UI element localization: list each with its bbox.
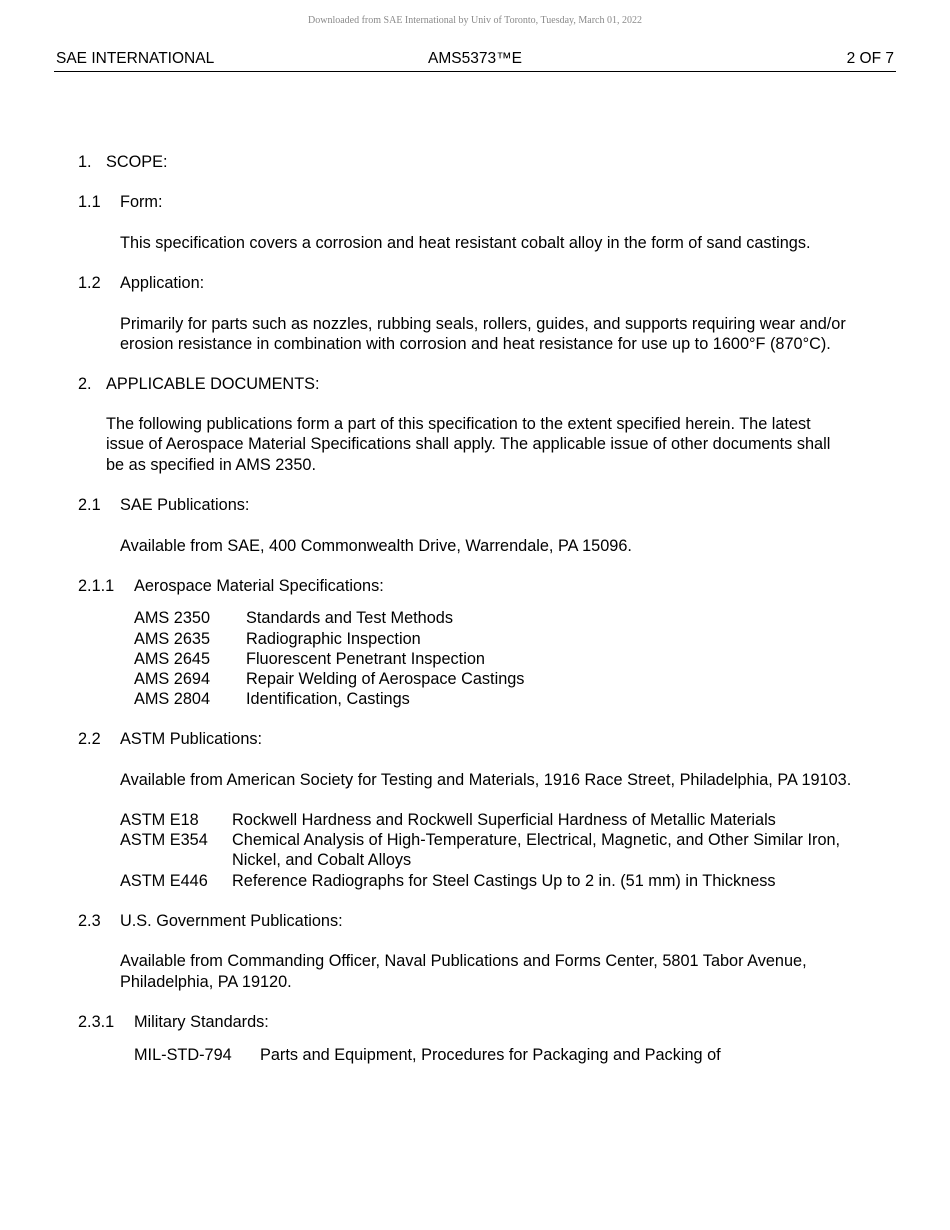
section-1-2-title: Application: [120,274,205,292]
section-2-1-1-number: 2.1.1 [78,577,115,595]
astm-spec-title-continued: Nickel, and Cobalt Alloys [232,851,412,869]
section-1-number: 1. [78,153,92,171]
section-2-text-line-2: issue of Aerospace Material Specifications shall apply. The applicable issue of other documents shall [106,435,831,453]
section-2-number: 2. [78,375,92,393]
section-2-3-1-number: 2.3.1 [78,1013,115,1031]
ams-spec-title: Standards and Test Methods [246,609,453,627]
section-2-1-1-title: Aerospace Material Specifications: [134,577,384,595]
astm-spec-code: ASTM E354 [120,831,208,849]
section-1-2-text-line-2: erosion resistance in combination with corrosion and heat resistance for use up to 1600°F (870°C). [120,335,831,353]
ams-spec-code: AMS 2694 [134,670,211,688]
ams-spec-code: AMS 2350 [134,609,211,627]
section-2-2-title: ASTM Publications: [120,730,263,748]
astm-spec-title: Rockwell Hardness and Rockwell Superficial Hardness of Metallic Materials [232,811,776,829]
section-2-1-text: Available from SAE, 400 Commonwealth Drive, Warrendale, PA 15096. [120,537,632,555]
header-page-number: 2 OF 7 [846,50,894,67]
section-2-1-number: 2.1 [78,496,101,514]
ams-spec-title: Radiographic Inspection [246,630,421,648]
section-2-1-title: SAE Publications: [120,496,250,514]
section-1-2-text-line-1: Primarily for parts such as nozzles, rubbing seals, rollers, guides, and supports requiring wear and/or [120,315,846,333]
section-2-text-line-3: be as specified in AMS 2350. [106,456,316,474]
ams-spec-code: AMS 2804 [134,690,211,708]
header-document-id: AMS5373™E [428,50,522,67]
ams-spec-code: AMS 2635 [134,630,211,648]
page-header [54,49,896,72]
section-1-1-text: This specification covers a corrosion and heat resistant cobalt alloy in the form of sand castings. [120,234,811,252]
section-2-3-text-line-1: Available from Commanding Officer, Naval Publications and Forms Center, 5801 Tabor Avenue, [120,952,807,970]
ams-spec-title: Identification, Castings [246,690,410,708]
ams-spec-title: Fluorescent Penetrant Inspection [246,650,485,668]
section-2-3-1-title: Military Standards: [134,1013,269,1031]
section-2-2-number: 2.2 [78,730,101,748]
section-2-3-number: 2.3 [78,912,101,930]
ams-spec-code: AMS 2645 [134,650,211,668]
astm-spec-title: Chemical Analysis of High-Temperature, Electrical, Magnetic, and Other Similar Iron, [232,831,841,849]
section-1-1-number: 1.1 [78,193,101,211]
astm-spec-title: Reference Radiographs for Steel Castings Up to 2 in. (51 mm) in Thickness [232,872,776,890]
mil-std-code: MIL-STD-794 [134,1046,232,1064]
header-organization: SAE INTERNATIONAL [56,50,215,67]
ams-spec-title: Repair Welding of Aerospace Castings [246,670,525,688]
section-2-3-title: U.S. Government Publications: [120,912,343,930]
section-1-1-title: Form: [120,193,163,211]
section-2-text-line-1: The following publications form a part of this specification to the extent specified herein. The latest [106,415,811,433]
section-1-2-number: 1.2 [78,274,101,292]
astm-spec-code: ASTM E446 [120,872,208,890]
mil-std-title: Parts and Equipment, Procedures for Packaging and Packing of [260,1046,721,1064]
section-2-2-text: Available from American Society for Testing and Materials, 1916 Race Street, Philadelphia, PA 19103. [120,771,852,789]
section-1-title: SCOPE: [106,153,168,171]
section-2-3-text-line-2: Philadelphia, PA 19120. [120,973,292,991]
section-2-title: APPLICABLE DOCUMENTS: [106,375,320,393]
astm-spec-code: ASTM E18 [120,811,199,829]
download-watermark: Downloaded from SAE International by Univ of Toronto, Tuesday, March 01, 2022 [308,15,642,26]
